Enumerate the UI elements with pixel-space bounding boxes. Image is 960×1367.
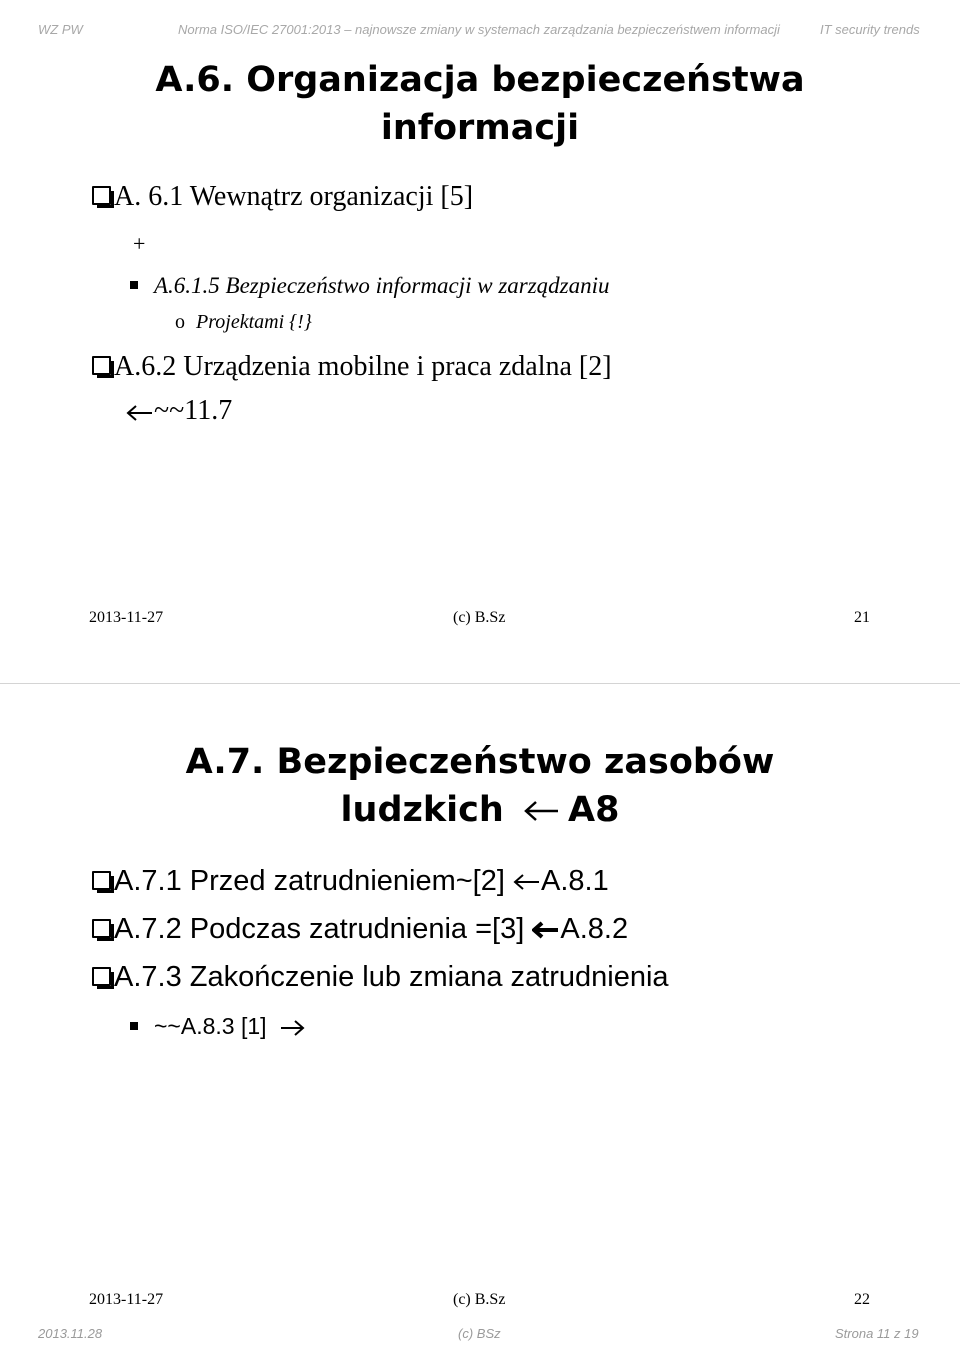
slide-1-footer-author: (c) B.Sz [453, 609, 506, 626]
slide-2-item-1 [92, 865, 609, 898]
slide-2-item-2 [92, 913, 628, 946]
square-bullet-icon [130, 1022, 138, 1030]
checkbox-bullet-icon [92, 919, 111, 938]
slide-2-item-1-label: A.7.1 Przed zatrudnieniem~[2] [114, 865, 505, 897]
checkbox-bullet-icon [92, 356, 111, 375]
slide-2-item-2-ref: A.8.2 [560, 913, 629, 945]
slide-1-sub-item [130, 273, 610, 299]
slide-2-footer-author: (c) B.Sz [453, 1291, 506, 1308]
slide-2-sub-item [130, 1013, 305, 1040]
checkbox-bullet-icon [92, 871, 111, 890]
slide-2-title-line-2 [80, 786, 880, 834]
slide-1-sub-sub-item [175, 311, 312, 334]
header-right: IT security trends [820, 22, 920, 37]
slide-1-footer-date: 2013-11-27 [89, 609, 164, 626]
slide-1-item-2 [92, 351, 612, 383]
slide-2-sub-item-label: ~~A.8.3 [1] [154, 1013, 267, 1039]
slide-1-item-1 [92, 181, 473, 213]
bold-left-arrow-icon [532, 921, 560, 939]
slide-divider [0, 683, 960, 684]
slide-2-footer-page: 22 [854, 1291, 870, 1308]
slide-2-item-2-label: A.7.2 Podczas zatrudnienia =[3] [114, 913, 525, 945]
header-center: Norma ISO/IEC 27001:2013 – najnowsze zmiany w systemach zarządzania bezpieczeństwem informacji [178, 22, 780, 37]
checkbox-bullet-icon [92, 967, 111, 986]
right-arrow-icon [279, 1019, 305, 1037]
slide-1-title-line-1: A.6. Organizacja bezpieczeństwa [155, 60, 805, 100]
slide-1-sub-sub-label: Projektami {!} [196, 311, 312, 333]
slide-2-item-1-ref: A.8.1 [540, 865, 609, 897]
slide-1-item-1-label: A. 6.1 Wewnątrz organizacji [5] [114, 181, 474, 212]
slide-1-item-2-ref [126, 395, 232, 427]
circle-bullet-icon: o [175, 311, 185, 333]
slide-1-title-line-2: informacji [380, 108, 580, 148]
slide-2-item-3-label: A.7.3 Zakończenie lub zmiana zatrudnienia [114, 961, 669, 993]
slide-2-title-line-1: A.7. Bezpieczeństwo zasobów [185, 742, 775, 782]
slide-2-title-line-2-text: ludzkich [340, 790, 504, 830]
plus-sign: + [133, 231, 146, 256]
footer-center: (c) BSz [458, 1326, 501, 1341]
slide-1-sub-item-label: A.6.1.5 Bezpieczeństwo informacji w zarządzaniu [154, 273, 610, 298]
slide-2-item-3 [92, 961, 669, 994]
left-arrow-icon [126, 404, 154, 422]
footer-right: Strona 11 z 19 [835, 1326, 919, 1341]
slide-2-footer-date: 2013-11-27 [89, 1291, 164, 1308]
left-arrow-icon [513, 873, 541, 891]
header-left: WZ PW [38, 22, 83, 37]
footer-left: 2013.11.28 [38, 1326, 103, 1341]
left-arrow-icon [524, 800, 560, 822]
checkbox-bullet-icon [92, 186, 111, 205]
slide-1-item-2-label: A.6.2 Urządzenia mobilne i praca zdalna [2] [114, 351, 612, 382]
slide-1-footer-page: 21 [854, 609, 870, 626]
slide-1-item-2-ref-label: ~~11.7 [154, 395, 233, 426]
square-bullet-icon [130, 281, 138, 289]
slide-2-title-line-2-ref: A8 [568, 790, 620, 830]
